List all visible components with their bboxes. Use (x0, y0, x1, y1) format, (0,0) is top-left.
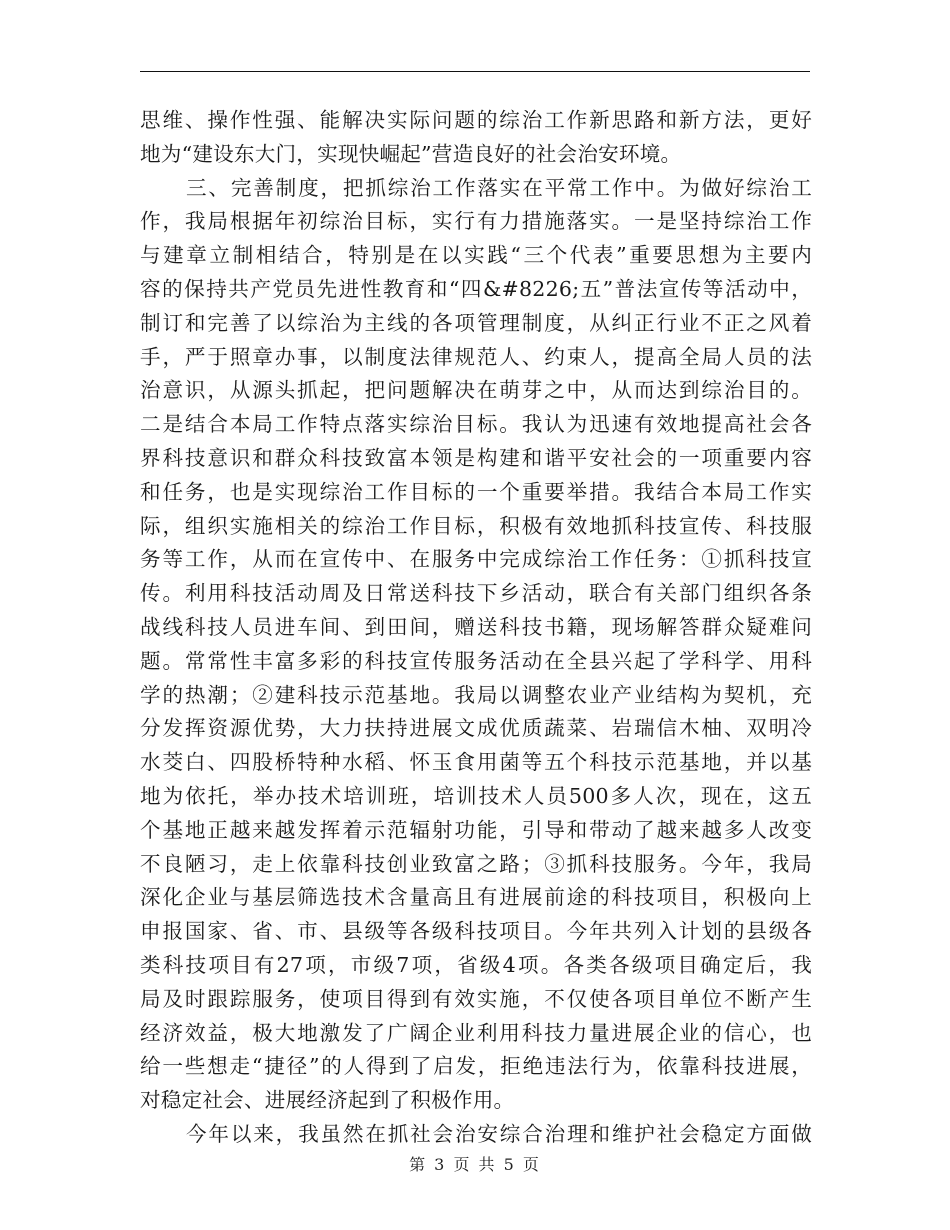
text-line: 作，我局根据年初综治目标，实行有力措施落实。一是坚持综治工作 (140, 209, 812, 234)
text-line: 传。利用科技活动周及日常送科技下乡活动，联合有关部门组织各条 (140, 581, 812, 606)
text-line: 思维、操作性强、能解决实际问题的综治工作新思路和新方法，更好 (140, 108, 812, 132)
header-rule (140, 71, 810, 72)
text-line: 水茭白、四股桥特种水稻、怀玉食用菌等五个科技示范基地，并以基 (140, 750, 812, 775)
text-line: 申报国家、省、市、县级等各级科技项目。今年共列入计划的县级各 (140, 919, 812, 944)
text-line: 和任务，也是实现综治工作目标的一个重要举措。我结合本局工作实 (140, 479, 812, 504)
text-line: 地为“建设东大门，实现快崛起”营造良好的社会治安环境。 (140, 141, 682, 166)
text-line: 手，严于照章办事，以制度法律规范人、约束人，提高全局人员的法 (140, 344, 812, 369)
text-line: 今年以来，我虽然在抓社会治安综合治理和维护社会稳定方面做 (186, 1121, 812, 1146)
text-line: 个基地正越来越发挥着示范辐射功能，引导和带动了越来越多人改变 (140, 817, 812, 842)
text-line: 学的热潮；②建科技示范基地。我局以调整农业产业结构为契机，充 (140, 682, 812, 707)
text-line: 深化企业与基层筛选技术含量高且有进展前途的科技项目，积极向上 (140, 885, 812, 910)
text-line: 分发挥资源优势，大力扶持进展文成优质蔬菜、岩瑞信木柚、双明冷 (140, 716, 812, 741)
text-line: 治意识，从源头抓起，把问题解决在萌芽之中，从而达到综治目的。 (140, 378, 812, 403)
text-line: 际，组织实施相关的综治工作目标，积极有效地抓科技宣传、科技服 (140, 513, 812, 538)
text-line: 界科技意识和群众科技致富本领是构建和谐平安社会的一项重要内容 (140, 445, 812, 470)
text-line: 制订和完善了以综治为主线的各项管理制度，从纠正行业不正之风着 (140, 310, 812, 335)
text-line: 容的保持共产党员先进性教育和“四&#8226;五”普法宣传等活动中， (140, 276, 812, 301)
text-line: 给一些想走“捷径”的人得到了启发，拒绝违法行为，依靠科技进展， (140, 1054, 812, 1079)
document-body (140, 104, 812, 1152)
text-line: 地为依托，举办技术培训班，培训技术人员500多人次，现在，这五 (140, 783, 812, 808)
text-line: 与建章立制相结合，特别是在以实践“三个代表”重要思想为主要内 (140, 243, 812, 268)
text-line: 类科技项目有27项，市级7项，省级4项。各类各级项目确定后，我 (140, 952, 812, 977)
page-footer (0, 1152, 950, 1175)
text-line: 对稳定社会、进展经济起到了积极作用。 (140, 1088, 515, 1113)
text-line: 三、完善制度，把抓综治工作落实在平常工作中。为做好综治工 (186, 175, 812, 200)
text-line: 局及时跟踪服务，使项目得到有效实施，不仅使各项目单位不断产生 (140, 986, 812, 1011)
text-line: 不良陋习，走上依靠科技创业致富之路；③抓科技服务。今年，我局 (140, 851, 812, 876)
text-line: 经济效益，极大地激发了广阔企业利用科技力量进展企业的信心，也 (140, 1020, 812, 1045)
text-line: 战线科技人员进车间、到田间，赠送科技书籍，现场解答群众疑难问 (140, 614, 812, 639)
text-line: 务等工作，从而在宣传中、在服务中完成综治工作任务：①抓科技宣 (140, 547, 812, 572)
page-number-label: 第 3 页 共 5 页 (409, 1155, 541, 1174)
text-line: 二是结合本局工作特点落实综治目标。我认为迅速有效地提高社会各 (140, 412, 812, 437)
text-line: 题。常常性丰富多彩的科技宣传服务活动在全县兴起了学科学、用科 (140, 648, 812, 673)
